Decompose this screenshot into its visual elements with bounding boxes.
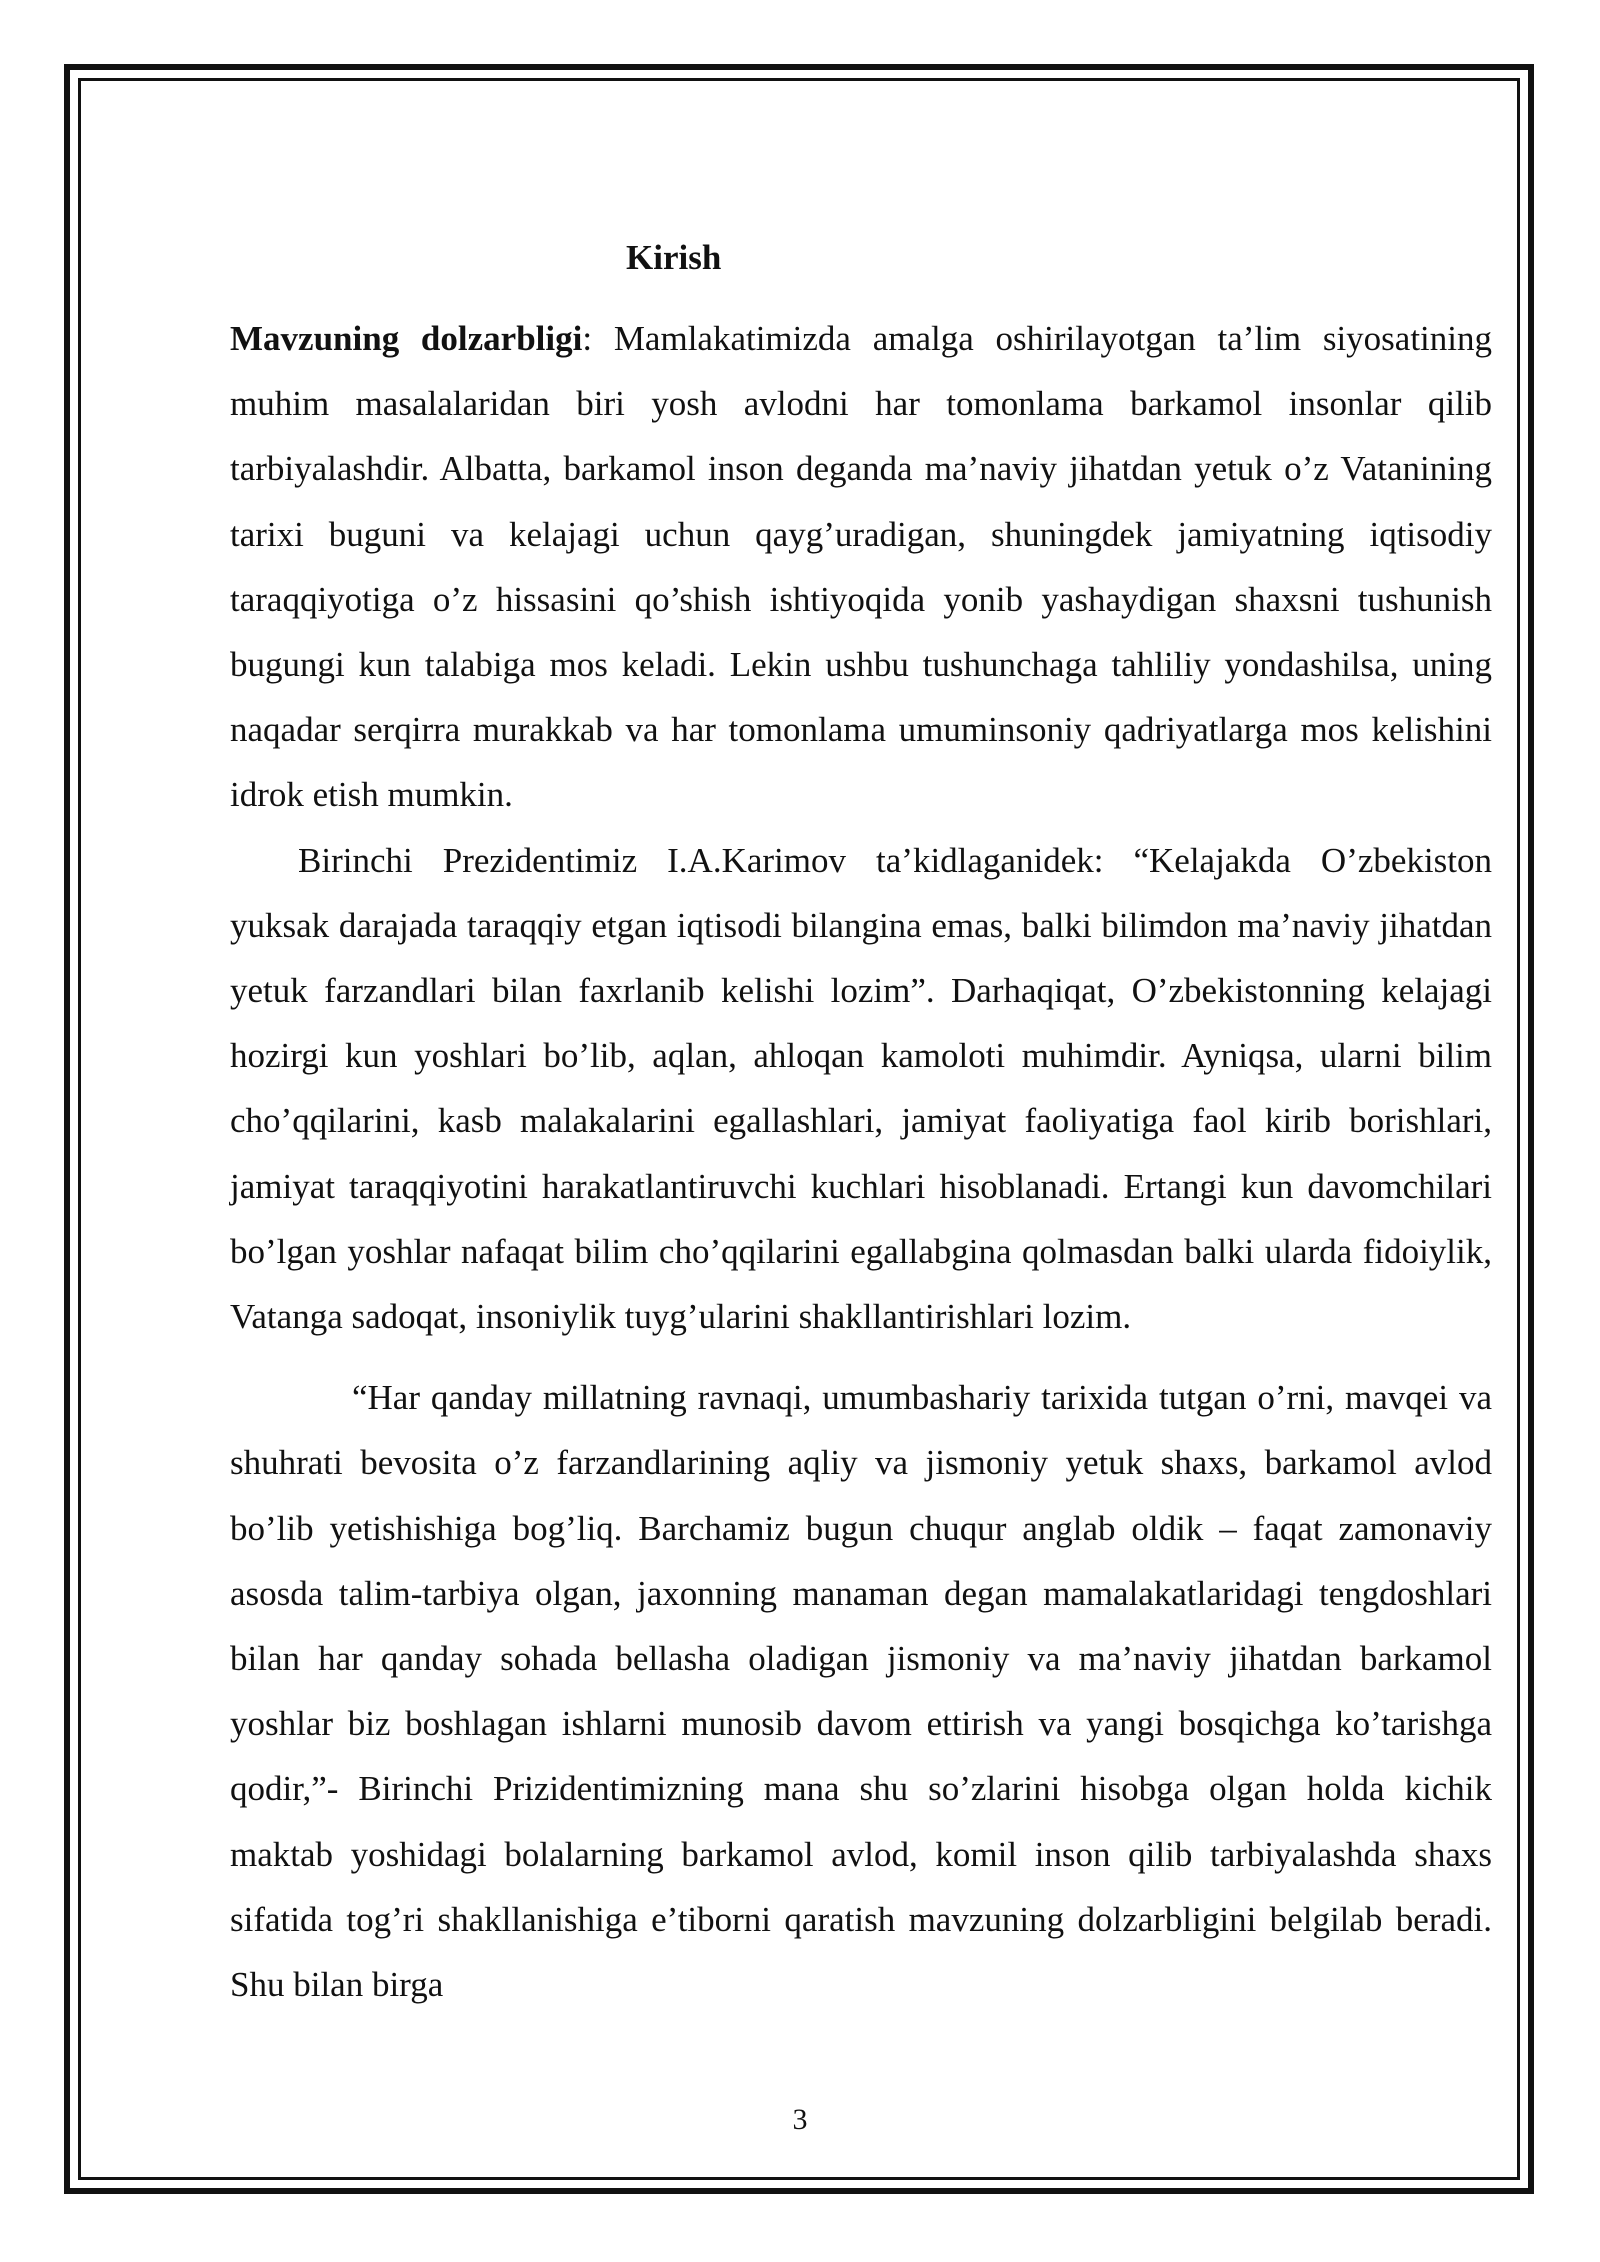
- section-title: Kirish: [626, 238, 722, 277]
- paragraph-lead: Mavzuning dolzarbligi: [230, 319, 583, 358]
- paragraph-relevance: [230, 306, 1492, 828]
- document-body: [230, 228, 1492, 2017]
- paragraph-president-quote: Birinchi Prezidentimiz I.A.Karimov ta’kidlaganidek: “Kelajakda O’zbekiston yuksak darajada taraqqiy etgan iqtisodi bilangina emas, balki bilimdon ma’naviy jihatdan yetuk farzandlari bilan faxrlanib kelishi lozim”. Darhaqiqat, O’zbekistonning kelajagi hozirgi kun yoshlari bo’lib, aqlan, ahloqan kamoloti muhimdir. Ayniqsa, ularni bilim cho’qqilarini, kasb malakalarini egallashlari, jamiyat faoliyatiga faol kirib borishlari, jamiyat taraqqiyotini harakatlantiruvchi kuchlari hisoblanadi. Ertangi kun davomchilari bo’lgan yoshlar nafaqat bilim cho’qqilarini egallabgina qolmasdan balki ularda fidoiylik, Vatanga sadoqat, insoniylik tuyg’ularini shakllantirishlari lozim.: [230, 840, 1492, 1337]
- page-number: 3: [792, 2103, 808, 2136]
- paragraph-nation-quote: “Har qanday millatning ravnaqi, umumbashariy tarixida tutgan o’rni, mavqei va shuhrati bevosita o’z farzandlarining aqliy va jismoniy yetuk shaxs, barkamol avlod bo’lib yetishishiga bog’liq. Barchamiz bugun chuqur anglab oldik – faqat zamonaviy asosda talim-tarbiya olgan, jaxonning manaman degan mamalakatlaridagi tengdoshlari bilan har qanday sohada bellasha oladigan jismoniy va ma’naviy jihatdan barkamol yoshlar biz boshlagan ishlarni munosib davom ettirish va yangi bosqichga ko’tarishga qodir,”- Birinchi Prizidentimizning mana shu so’zlarini hisobga olgan holda kichik maktab yoshidagi bolalarning barkamol avlod, komil inson qilib tarbiyalashda shaxs sifatida tog’ri shakllanishiga e’tiborni qaratish mavzuning dolzarbligini belgilab beradi. Shu bilan birga: [230, 1378, 1492, 2005]
- paragraph-text: : Mamlakatimizda amalga oshirilayotgan ta’lim siyosatining muhim masalalaridan biri yosh avlodni har tomonlama barkamol insonlar qilib tarbiyalashdir. Albatta, barkamol inson deganda ma’naviy jihatdan yetuk o’z Vatanining tarixi buguni va kelajagi uchun qayg’uradigan, shuningdek jamiyatning iqtisodiy taraqqiyotiga o’z hissasini qo’shish ishtiyoqida yonib yashaydigan shaxsni tushunish bugungi kun talabiga mos keladi. Lekin ushbu tushunchaga tahliliy yondashilsa, uning naqadar serqirra murakkab va har tomonlama umuminsoniy qadriyatlarga mos kelishini idrok etish mumkin.: [230, 319, 1492, 815]
